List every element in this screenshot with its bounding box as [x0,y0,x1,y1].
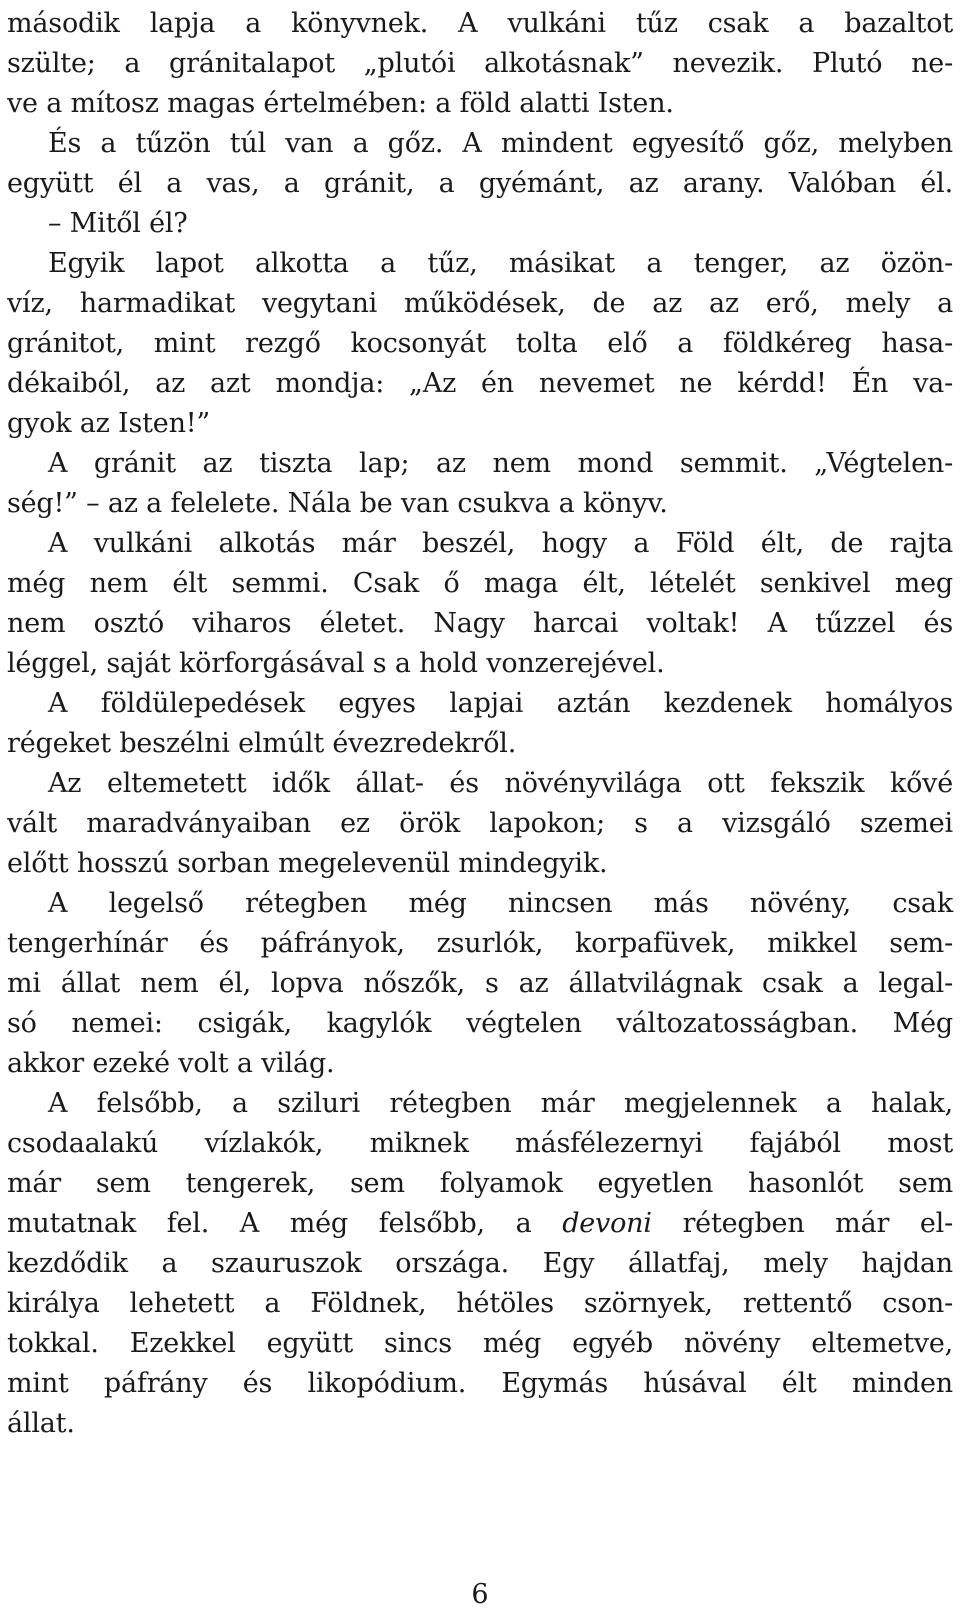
text-line: vált maradványaiban ez örök lapokon; s a vizsgáló szemei [7,808,953,839]
text-line: előtt hosszú sorban megelevenül mindegyik. [7,848,608,879]
text-line: állat. [7,1408,75,1439]
text-line: dékaiból, az azt mondja: „Az én nevemet ne kérdd! Én va- [7,368,953,399]
text-line: A földülepedések egyes lapjai aztán kezdenek homályos [48,688,953,719]
text-line: még nem élt semmi. Csak ő maga élt, lételét senkivel meg [7,568,953,599]
text-line: mi állat nem él, lopva nőszők, s az állatvilágnak csak a legal- [7,968,953,999]
text-line: mutatnak fel. A még felsőbb, a devoni rétegben már el- [7,1208,954,1239]
text-line: A felsőbb, a sziluri rétegben már megjelennek a halak, [48,1088,953,1119]
emphasis-devoni: devoni [562,1208,652,1239]
text-line: tokkal. Ezekkel együtt sincs még egyéb növény eltemetve, [7,1328,953,1359]
text-line: – Mitől él? [48,208,188,239]
text-line: együtt él a vas, a gránit, a gyémánt, az arany. Valóban él. [7,168,953,199]
text-line: királya lehetett a Földnek, hétöles szörnyek, rettentő cson- [7,1288,953,1319]
text-line: víz, harmadikat vegytani működések, de az az erő, mely a [7,288,953,319]
text-line: kezdődik a szauruszok országa. Egy állatfaj, mely hajdan [7,1248,953,1279]
page-number: 6 [471,1579,489,1610]
text-line: gránitot, mint rezgő kocsonyát tolta elő a földkéreg hasa- [7,328,953,359]
text-line: akkor ezeké volt a világ. [7,1048,335,1079]
text-line: tengerhínár és páfrányok, zsurlók, korpafüvek, mikkel sem- [7,928,953,959]
text-line: már sem tengerek, sem folyamok egyetlen hasonlót sem [7,1168,953,1199]
text-line: gyok az Isten!” [7,408,211,439]
text-line: ség!” – az a felelete. Nála be van csukva a könyv. [7,488,668,519]
text-line: só nemei: csigák, kagylók végtelen változatosságban. Még [7,1008,953,1039]
text-line: Az eltemetett idők állat- és növényvilága ott fekszik kővé [48,768,953,799]
text-line: csodaalakú vízlakók, miknek másfélezernyi fajából most [7,1128,953,1159]
text-line: második lapja a könyvnek. A vulkáni tűz csak a bazaltot [7,8,953,39]
text-line: léggel, saját körforgásával s a hold vonzerejével. [7,648,665,679]
text-line: ve a mítosz magas értelmében: a föld alatti Isten. [7,88,674,119]
text-line: Egyik lapot alkotta a tűz, másikat a tenger, az özön- [48,248,953,279]
text-line: És a tűzön túl van a gőz. A mindent egyesítő gőz, melyben [48,128,953,159]
text-line: A legelső rétegben még nincsen más növény, csak [48,888,953,919]
text-line: mint páfrány és likopódium. Egymás húsával élt minden [7,1368,953,1399]
text-line: régeket beszélni elmúlt évezredekről. [7,728,517,759]
text-line: A gránit az tiszta lap; az nem mond semmit. „Végtelen- [48,448,953,479]
text-line: szülte; a gránitalapot „plutói alkotásnak” nevezik. Plutó ne- [7,48,953,79]
text-line: nem osztó viharos életet. Nagy harcai voltak! A tűzzel és [7,608,953,639]
text-line: A vulkáni alkotás már beszél, hogy a Föld élt, de rajta [48,528,953,559]
